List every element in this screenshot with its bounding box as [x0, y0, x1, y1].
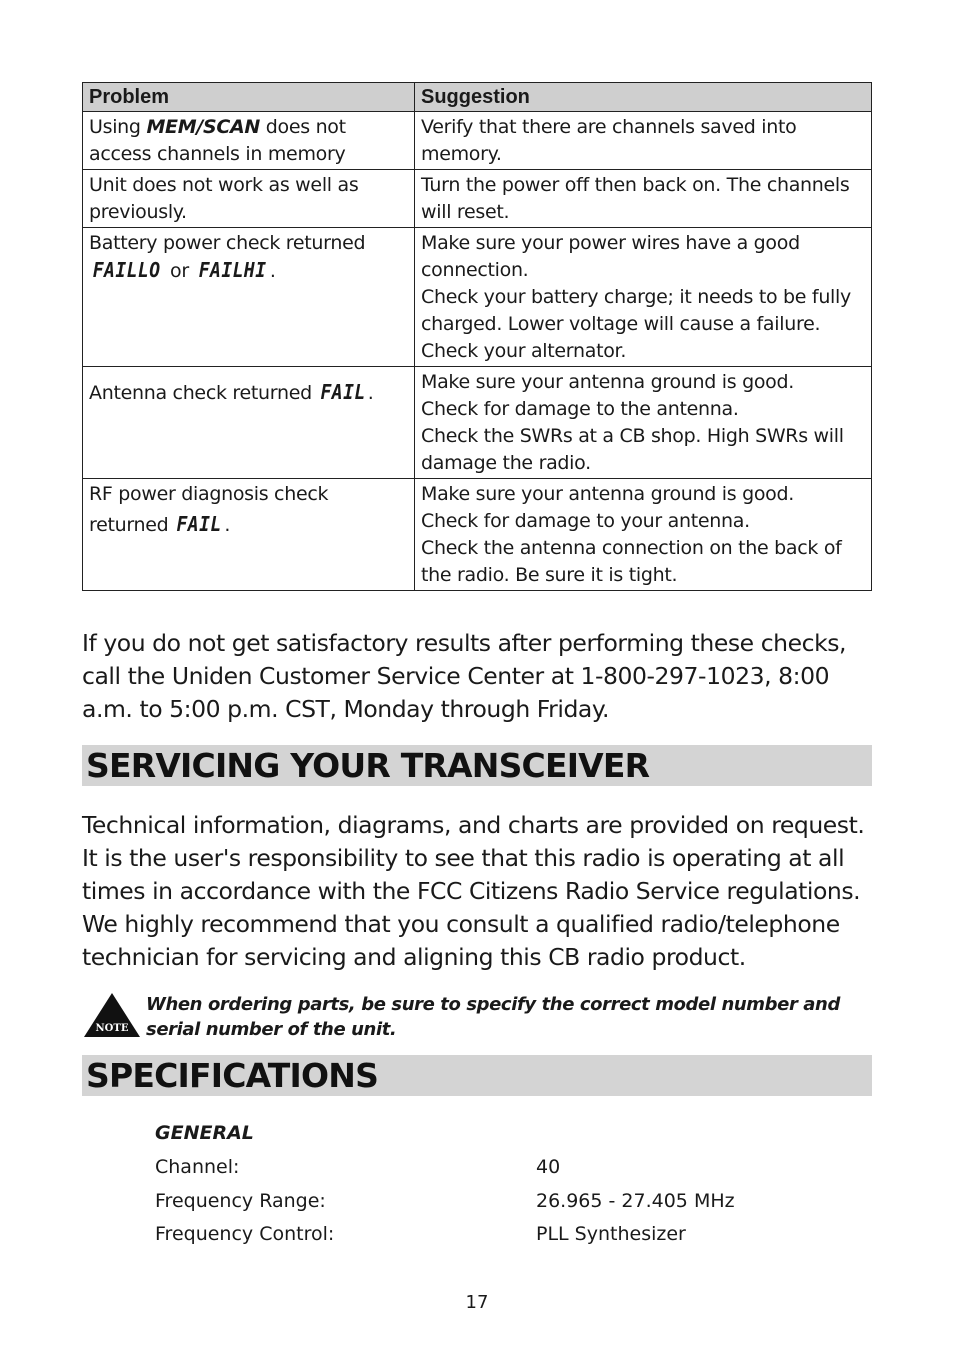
table-header-row	[83, 83, 872, 112]
lcd-faillo: FAILLO	[92, 258, 161, 282]
problem-cell	[83, 479, 415, 591]
table-row	[83, 112, 872, 170]
note-callout	[82, 992, 872, 1042]
specifications-list	[155, 1118, 855, 1253]
mem-scan-key: MEM/SCAN	[146, 116, 261, 138]
spec-label: Frequency Control:	[155, 1223, 335, 1245]
problem-text: Using	[89, 116, 147, 138]
table-row	[83, 170, 872, 228]
problem-cell	[83, 170, 415, 228]
specifications-heading: SPECIFICATIONS	[86, 1056, 379, 1095]
suggestion-text: Check the antenna connection on the back of the radio. Be sure it is tight.	[421, 537, 842, 586]
spec-label: Frequency Range:	[155, 1189, 326, 1212]
suggestion-text: Verify that there are channels saved into memory.	[421, 116, 797, 165]
problem-text: Antenna check returned	[89, 382, 318, 404]
page-number: 17	[465, 1292, 489, 1313]
suggestion-cell	[415, 170, 872, 228]
problem-cell	[83, 367, 415, 479]
table-row	[83, 367, 872, 479]
specifications-heading-bar	[82, 1055, 872, 1096]
or-text: or	[170, 260, 189, 282]
problem-text: RF power diagnosis check	[89, 483, 329, 505]
spec-row-frequency-range	[155, 1186, 855, 1220]
svg-text:NOTE: NOTE	[95, 1023, 129, 1034]
suggestion-text: Make sure your antenna ground is good.	[421, 483, 794, 505]
general-label: GENERAL	[155, 1122, 254, 1144]
problem-cell	[83, 228, 415, 367]
note-text: When ordering parts, be sure to specify the correct model number and serial number of the unit.	[146, 994, 840, 1040]
spec-row-frequency-control	[155, 1219, 855, 1253]
spec-value: 40	[536, 1156, 561, 1178]
lcd-fail: FAIL	[320, 380, 366, 404]
suggestion-text: Check the SWRs at a CB shop. High SWRs will damage the radio.	[421, 425, 844, 474]
suggestion-text: Check for damage to the antenna.	[421, 398, 739, 420]
period: .	[367, 382, 374, 404]
servicing-paragraph: Technical information, diagrams, and charts are provided on request. It is the user's responsibility to see that this radio is operating at all times in accordance with the FCC Citizens Radio Service regulations. We highly recommend that you consult a qualified radio/telephone technician for servicing and aligning this CB radio product.	[82, 811, 865, 971]
suggestion-text: Check your alternator.	[421, 340, 627, 362]
note-warning-icon	[82, 992, 142, 1038]
support-paragraph: If you do not get satisfactory results after performing these checks, call the Uniden Customer Service Center at 1-800-297-1023, 8:00 a.m. to 5:00 p.m. CST, Monday through Friday.	[82, 629, 847, 723]
servicing-heading-bar	[82, 745, 872, 786]
spec-value: 26.965 - 27.405 MHz	[536, 1189, 735, 1212]
servicing-heading: SERVICING YOUR TRANSCEIVER	[86, 746, 650, 785]
suggestion-text: Make sure your antenna ground is good.	[421, 371, 794, 393]
problem-text: returned	[89, 514, 175, 536]
spec-value: PLL Synthesizer	[536, 1223, 686, 1245]
suggestion-text: Make sure your power wires have a good connection.	[421, 232, 800, 281]
problem-text: Battery power check returned	[89, 232, 366, 254]
suggestion-text: Check your battery charge; it needs to be fully charged. Lower voltage will cause a failure.	[421, 286, 851, 335]
lcd-failhi: FAILHI	[198, 258, 267, 282]
suggestion-text: Turn the power off then back on. The channels will reset.	[421, 174, 850, 223]
problem-cell	[83, 112, 415, 170]
suggestion-cell	[415, 479, 872, 591]
spec-row-channel	[155, 1152, 855, 1186]
suggestion-cell	[415, 367, 872, 479]
header-suggestion: Suggestion	[415, 83, 872, 112]
problem-text: Unit does not work as well as previously.	[89, 174, 359, 223]
problem-text: does not access channels in memory	[89, 116, 346, 165]
troubleshooting-section	[82, 82, 872, 591]
period: .	[224, 514, 231, 536]
suggestion-cell	[415, 228, 872, 367]
header-problem: Problem	[83, 83, 415, 112]
spec-label: Channel:	[155, 1156, 240, 1178]
suggestion-text: Check for damage to your antenna.	[421, 510, 750, 532]
lcd-fail: FAIL	[176, 512, 222, 536]
table-row	[83, 228, 872, 367]
table-row	[83, 479, 872, 591]
period: .	[269, 260, 276, 282]
troubleshooting-table	[82, 82, 872, 591]
suggestion-cell	[415, 112, 872, 170]
